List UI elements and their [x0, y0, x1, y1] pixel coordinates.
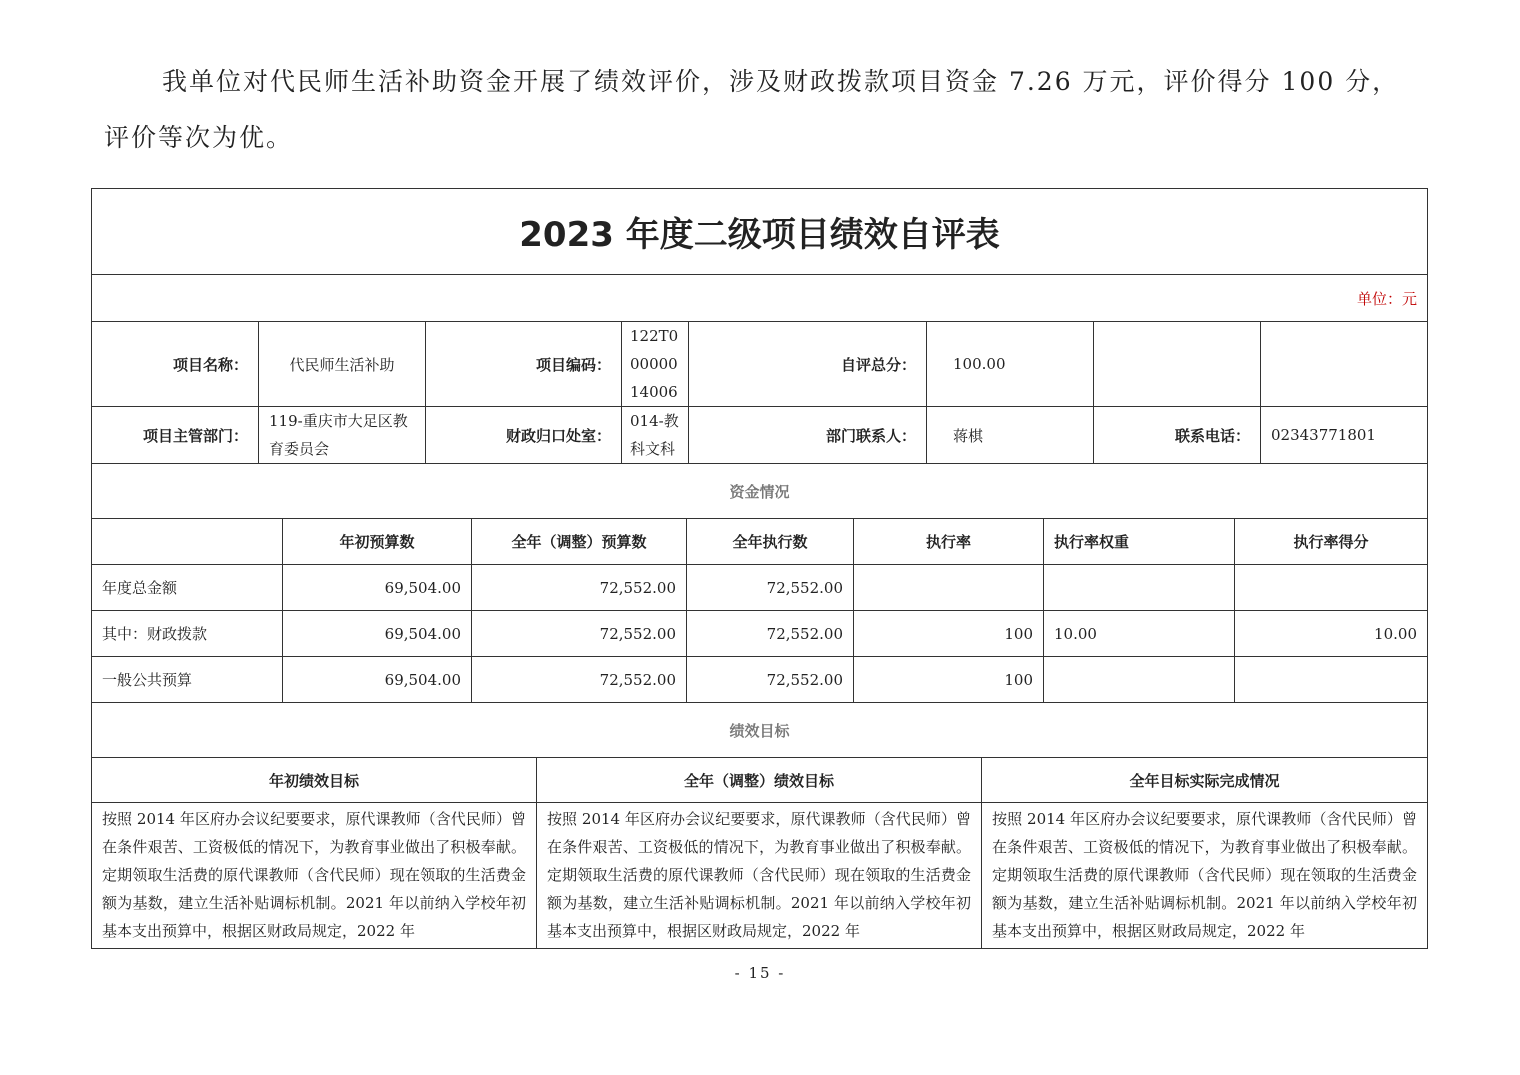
funds-cell: 72,552.00	[686, 610, 854, 657]
unit-label: 单位：元	[91, 274, 1428, 322]
goals-text-row	[92, 803, 1428, 949]
intro-line-1: 我单位对代民师生活补助资金开展了绩效评价，涉及财政拨款项目资金 7.26 万元，评价得分 100 分，	[162, 67, 1400, 96]
funds-cell: 69,504.00	[282, 564, 472, 611]
funds-header-row	[92, 519, 1428, 565]
funds-row-label: 年度总金额	[91, 564, 283, 611]
table-title-row	[92, 189, 1428, 275]
funds-cell: 10.00	[1043, 610, 1235, 657]
table-title: 2023 年度二级项目绩效自评表	[91, 188, 1428, 275]
funds-section-title: 资金情况	[91, 463, 1428, 519]
office-value: 014-教科文科	[621, 406, 689, 464]
funds-cell: 10.00	[1234, 610, 1428, 657]
intro-paragraph	[104, 54, 1434, 166]
funds-header-6: 执行率得分	[1234, 518, 1428, 565]
funds-header-5: 执行率权重	[1043, 518, 1235, 565]
funds-cell: 72,552.00	[686, 656, 854, 703]
info-row-1	[92, 322, 1428, 407]
adjusted-goal-text: 按照 2014 年区府办会议纪要要求，原代课教师（含代民师）曾在条件艰苦、工资极低的情况下，为教育事业做出了积极奉献。定期领取生活费的原代课教师（含代民师）现在领取的生活费金额为基数，建立生活补贴调标机制。2021 年以前纳入学校年初基本支出预算中，根据区财政局规定，2022 年	[536, 802, 982, 949]
goals-header-1: 全年（调整）绩效目标	[536, 757, 982, 803]
funds-cell	[853, 564, 1044, 611]
funds-cell	[1043, 564, 1235, 611]
goals-section-row	[92, 703, 1428, 758]
performance-table	[92, 189, 1428, 949]
funds-cell: 72,552.00	[686, 564, 854, 611]
funds-header-1: 年初预算数	[282, 518, 472, 565]
self-score-label: 自评总分：	[688, 321, 927, 407]
phone-label: 联系电话：	[1093, 406, 1261, 464]
unit-row	[92, 275, 1428, 322]
project-name-label: 项目名称：	[91, 321, 259, 407]
funds-cell: 100	[853, 656, 1044, 703]
project-name-value: 代民师生活补助	[258, 321, 426, 407]
info-empty-cell-1	[1093, 321, 1261, 407]
funds-header-3: 全年执行数	[686, 518, 854, 565]
info-row-2	[92, 407, 1428, 464]
funds-header-4: 执行率	[853, 518, 1044, 565]
contact-label: 部门联系人：	[688, 406, 927, 464]
office-label: 财政归口处室：	[425, 406, 622, 464]
funds-row-label: 一般公共预算	[91, 656, 283, 703]
table-row	[92, 657, 1428, 703]
page-number: - 15 -	[734, 964, 786, 982]
phone-value: 02343771801	[1260, 406, 1428, 464]
funds-header-2: 全年（调整）预算数	[471, 518, 687, 565]
funds-cell: 100	[853, 610, 1044, 657]
funds-row-label: 其中：财政拨款	[91, 610, 283, 657]
funds-cell	[1043, 656, 1235, 703]
info-empty-cell-2	[1260, 321, 1428, 407]
goals-header-2: 全年目标实际完成情况	[981, 757, 1428, 803]
dept-value: 119-重庆市大足区教育委员会	[258, 406, 426, 464]
project-code-value: 122T00000014006	[621, 321, 689, 407]
dept-label: 项目主管部门：	[91, 406, 259, 464]
goals-section-title: 绩效目标	[91, 702, 1428, 758]
funds-cell	[1234, 564, 1428, 611]
initial-goal-text: 按照 2014 年区府办会议纪要要求，原代课教师（含代民师）曾在条件艰苦、工资极低的情况下，为教育事业做出了积极奉献。定期领取生活费的原代课教师（含代民师）现在领取的生活费金额为基数，建立生活补贴调标机制。2021 年以前纳入学校年初基本支出预算中，根据区财政局规定，2022 年	[91, 802, 537, 949]
goals-header-0: 年初绩效目标	[91, 757, 537, 803]
goals-header-row	[92, 758, 1428, 803]
table-row	[92, 611, 1428, 657]
intro-line-2: 评价等次为优。	[104, 123, 294, 152]
project-code-label: 项目编码：	[425, 321, 622, 407]
funds-cell: 72,552.00	[471, 610, 687, 657]
funds-cell: 72,552.00	[471, 564, 687, 611]
self-score-value: 100.00	[926, 321, 1094, 407]
funds-cell: 69,504.00	[282, 610, 472, 657]
table-row	[92, 565, 1428, 611]
funds-section-row	[92, 464, 1428, 519]
actual-completion-text: 按照 2014 年区府办会议纪要要求，原代课教师（含代民师）曾在条件艰苦、工资极低的情况下，为教育事业做出了积极奉献。定期领取生活费的原代课教师（含代民师）现在领取的生活费金额为基数，建立生活补贴调标机制。2021 年以前纳入学校年初基本支出预算中，根据区财政局规定，2022 年	[981, 802, 1428, 949]
funds-cell: 69,504.00	[282, 656, 472, 703]
funds-cell: 72,552.00	[471, 656, 687, 703]
funds-cell	[1234, 656, 1428, 703]
contact-value: 蒋棋	[926, 406, 1094, 464]
funds-header-0	[91, 518, 283, 565]
